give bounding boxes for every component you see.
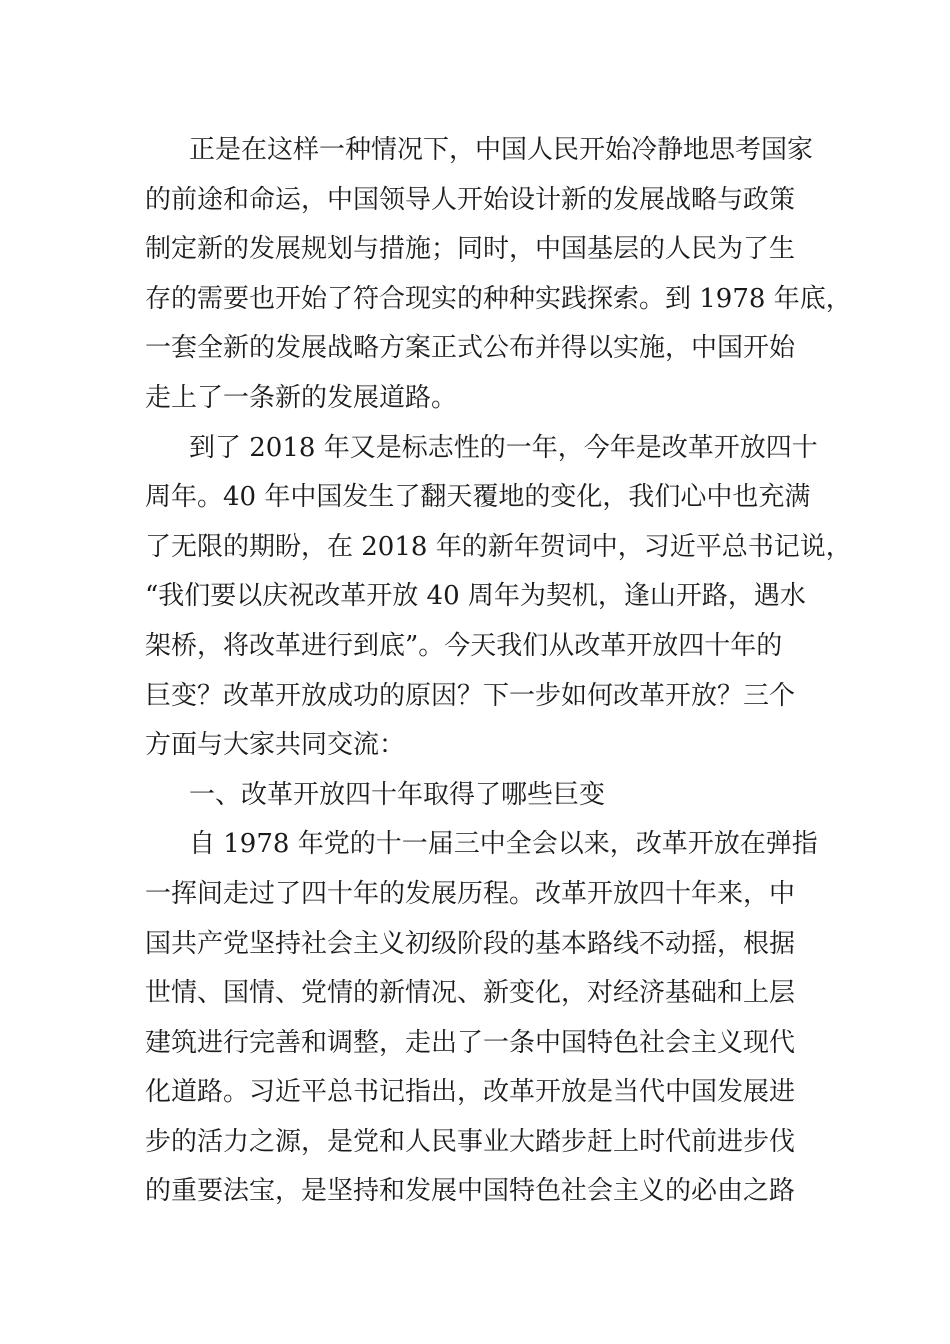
text-line: 了无限的期盼，在 2018 年的新年贺词中，习近平总书记说， xyxy=(145,531,852,562)
paragraph-history xyxy=(145,820,818,1217)
paragraph-context xyxy=(145,126,852,424)
section-heading xyxy=(145,771,815,821)
text-line: 自 1978 年党的十一届三中全会以来，改革开放在弹指 xyxy=(189,829,818,860)
text-line: 国共产党坚持社会主义初级阶段的基本路线不动摇，根据 xyxy=(145,928,796,959)
text-line: 的前途和命运，中国领导人开始设计新的发展战略与政策 xyxy=(145,184,796,215)
text-line: 一套全新的发展战略方案正式公布并得以实施，中国开始 xyxy=(145,333,796,364)
text-line: 一挥间走过了四十年的发展历程。改革开放四十年来，中 xyxy=(145,878,796,909)
section-heading-text: 一、改革开放四十年取得了哪些巨变 xyxy=(189,779,606,810)
text-line: 存的需要也开始了符合现实的种种实践探索。到 1978 年底， xyxy=(145,283,852,314)
text-line: 巨变？改革开放成功的原因？下一步如何改革开放？三个 xyxy=(145,680,796,711)
document-body xyxy=(145,126,852,1217)
text-line: 世情、国情、党情的新情况、新变化，对经济基础和上层 xyxy=(145,978,796,1009)
text-line: 方面与大家共同交流： xyxy=(145,730,406,761)
text-line: 步的活力之源，是党和人民事业大踏步赶上时代前进步伐 xyxy=(145,1126,796,1157)
text-line: 架桥，将改革进行到底”。今天我们从改革开放四十年的 xyxy=(145,630,783,661)
text-line: 建筑进行完善和调整，走出了一条中国特色社会主义现代 xyxy=(145,1027,796,1058)
paragraph-anniversary xyxy=(145,424,852,771)
text-line: 制定新的发展规划与措施；同时，中国基层的人民为了生 xyxy=(145,234,796,265)
text-line: 到了 2018 年又是标志性的一年，今年是改革开放四十 xyxy=(189,432,818,463)
text-line: 正是在这样一种情况下，中国人民开始冷静地思考国家 xyxy=(189,135,814,165)
text-line: 化道路。习近平总书记指出，改革开放是当代中国发展进 xyxy=(145,1077,796,1108)
text-line: 周年。40 年中国发生了翻天覆地的变化，我们心中也充满 xyxy=(145,482,811,513)
text-line: “我们要以庆祝改革开放 40 周年为契机，逢山开路，遇水 xyxy=(145,581,806,612)
text-line: 走上了一条新的发展道路。 xyxy=(145,382,458,413)
text-line: 的重要法宝，是坚持和发展中国特色社会主义的必由之路 xyxy=(145,1176,796,1207)
